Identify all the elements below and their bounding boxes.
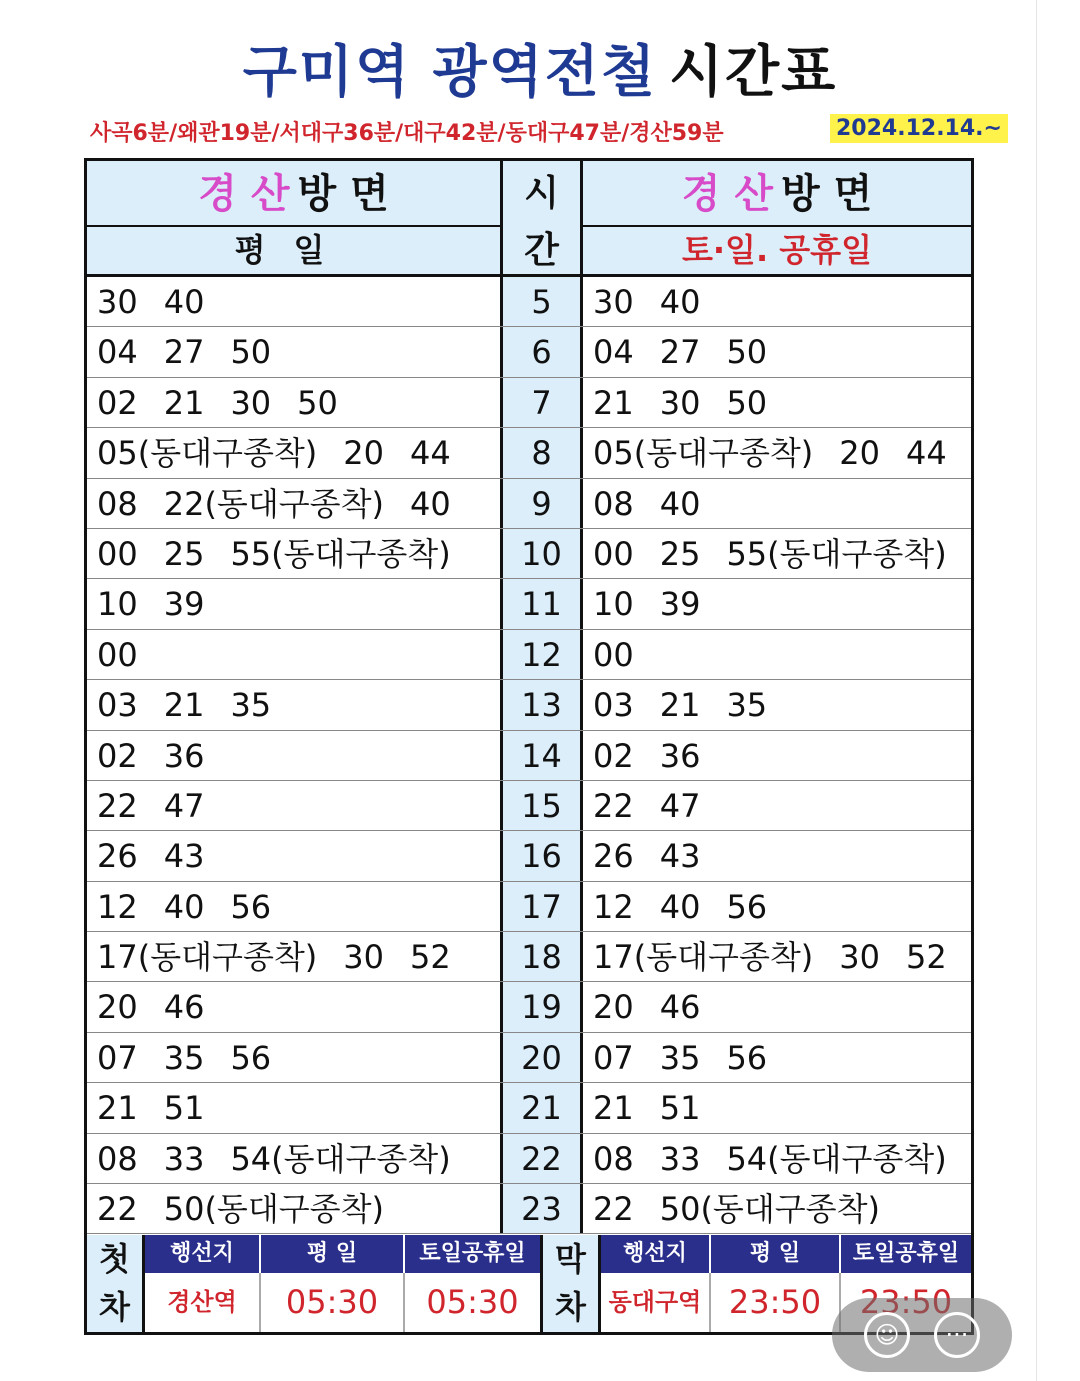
departure-minute: 43 [163,837,205,876]
departure-minute: 05(동대구종착) [593,434,814,473]
departure-minute: 20 [839,434,880,473]
departure-minute: 00 [593,635,634,674]
title-station: 구미역 광역전철 [242,40,657,105]
title-timetable: 시간표 [668,40,838,105]
weekday-times [87,1184,503,1233]
hour-cell: 15 [503,781,583,830]
departure-minute: 04 [593,333,634,372]
weekday-times [87,1134,503,1183]
weekday-times [87,378,503,427]
hour-label-bottom: 간 [524,230,559,271]
departure-minute: 00 [97,635,138,674]
weekend-times [583,932,981,981]
weekend-label: 토·일. 공휴일 [681,231,872,269]
table-row [87,882,971,932]
first-header-weekend: 토일공휴일 [405,1235,543,1273]
departure-minute: 21 [593,383,634,422]
hour-cell: 6 [503,327,583,376]
departure-minute: 33 [659,1139,701,1178]
first-header-dest: 행선지 [145,1235,261,1273]
departure-minute: 56 [230,887,272,926]
departure-minute: 21 [163,383,205,422]
departure-minute: 27 [659,333,701,372]
table-row [87,831,971,881]
departure-minute: 50(동대구종착) [163,1190,384,1229]
table-row [87,428,971,478]
first-header-weekday: 평 일 [261,1235,405,1273]
departure-minute: 21 [163,686,205,725]
departure-minute: 08 [97,484,138,523]
departure-minute: 39 [163,585,205,624]
travel-times: 사곡6분/왜관19분/서대구36분/대구42분/동대구47분/경산59분 [90,121,724,146]
departure-minute: 00 [593,534,634,573]
departure-minute: 55(동대구종착) [726,534,947,573]
table-row [87,479,971,529]
last-header-weekend: 토일공휴일 [841,1235,971,1273]
departure-minute: 40 [659,887,701,926]
departure-minute: 10 [593,585,634,624]
table-row [87,630,971,680]
departure-minute: 35 [726,686,768,725]
weekday-times [87,731,503,780]
hour-cell: 23 [503,1184,583,1233]
weekday-times [87,327,503,376]
weekend-times [583,378,981,427]
table-row [87,731,971,781]
weekend-times [583,831,981,880]
departure-minute: 36 [163,736,205,775]
weekend-times [583,1134,981,1183]
departure-minute: 50(동대구종착) [659,1190,880,1229]
hour-cell: 20 [503,1033,583,1082]
smile-icon[interactable]: ☺ [864,1312,910,1358]
table-row [87,680,971,730]
hour-cell: 8 [503,428,583,477]
departure-minute: 30 [659,383,701,422]
last-dest: 동대구역 [601,1273,711,1332]
departure-minute: 22 [593,786,634,825]
departure-minute: 56 [230,1038,272,1077]
table-row [87,529,971,579]
departure-minute: 54(동대구종착) [230,1139,451,1178]
weekend-times [583,579,981,628]
hour-cell: 9 [503,479,583,528]
weekday-times [87,982,503,1031]
weekday-times [87,781,503,830]
first-train-table [145,1235,543,1332]
departure-minute: 12 [593,887,634,926]
table-row [87,1184,971,1234]
departure-minute: 40 [659,484,701,523]
departure-minute: 07 [97,1038,138,1077]
table-row [87,1033,971,1083]
departure-minute: 20 [343,434,384,473]
last-header-weekday: 평 일 [711,1235,841,1273]
table-row [87,1083,971,1133]
weekday-times [87,579,503,628]
departure-minute: 27 [163,333,205,372]
table-row [87,327,971,377]
table-row [87,1134,971,1184]
first-label-bottom: 차 [99,1288,130,1326]
departure-minute: 43 [659,837,701,876]
departure-minute: 22 [97,1190,138,1229]
weekend-times [583,882,981,931]
weekday-times [87,277,503,326]
weekday-label: 평일 [234,231,353,269]
hour-cell: 10 [503,529,583,578]
weekday-times [87,479,503,528]
departure-minute: 25 [659,534,701,573]
hour-cell: 7 [503,378,583,427]
departure-minute: 04 [97,333,138,372]
weekend-times [583,529,981,578]
departure-minute: 33 [163,1139,205,1178]
timetable-rows [87,277,971,1234]
table-row [87,932,971,982]
direction-word-right: 방 면 [781,171,873,217]
first-label-top: 첫 [99,1240,130,1278]
hour-cell: 19 [503,982,583,1031]
hour-cell: 16 [503,831,583,880]
departure-minute: 56 [726,1038,768,1077]
hour-cell: 17 [503,882,583,931]
departure-minute: 36 [659,736,701,775]
weekend-times [583,277,981,326]
departure-minute: 20 [593,988,634,1027]
departure-minute: 50 [726,383,768,422]
departure-minute: 44 [409,434,451,473]
departure-minute: 30 [97,283,138,321]
chat-icon[interactable]: ··· [934,1312,980,1358]
hour-label-top: 시 [524,173,559,214]
departure-minute: 40 [163,283,205,321]
departure-minute: 40 [659,283,701,321]
weekend-times [583,781,981,830]
departure-minute: 56 [726,887,768,926]
departure-minute: 26 [97,837,138,876]
departure-minute: 21 [659,686,701,725]
first-weekday-time: 05:30 [261,1273,405,1332]
effective-date: 2024.12.14.~ [830,114,1008,143]
weekend-times [583,982,981,1031]
weekend-times [583,731,981,780]
departure-minute: 46 [659,988,701,1027]
departure-minute: 52 [409,938,451,977]
weekend-times [583,428,981,477]
weekday-times [87,630,503,679]
last-label-bottom: 차 [555,1288,586,1326]
departure-minute: 40 [409,484,451,523]
departure-minute: 47 [163,786,205,825]
departure-minute: 30 [839,938,880,977]
departure-minute: 40 [163,887,205,926]
hour-cell: 5 [503,277,583,326]
departure-minute: 35 [230,686,272,725]
timetable-header [87,161,971,277]
last-header-dest: 행선지 [601,1235,711,1273]
departure-minute: 25 [163,534,205,573]
departure-minute: 22 [97,786,138,825]
last-train-label [543,1235,601,1332]
departure-minute: 21 [593,1089,634,1128]
weekday-times [87,428,503,477]
departure-minute: 00 [97,534,138,573]
departure-minute: 08 [97,1139,138,1178]
departure-minute: 55(동대구종착) [230,534,451,573]
weekday-times [87,932,503,981]
table-row [87,781,971,831]
departure-minute: 02 [97,736,138,775]
weekend-times [583,1033,981,1082]
hour-cell: 11 [503,579,583,628]
first-weekend-time: 05:30 [405,1273,543,1332]
departure-minute: 08 [593,484,634,523]
hour-cell: 21 [503,1083,583,1132]
floating-action-bar [832,1298,1012,1372]
hour-cell: 13 [503,680,583,729]
header-weekend-column [583,161,971,274]
hour-cell: 14 [503,731,583,780]
departure-minute: 51 [163,1089,205,1128]
hour-cell: 22 [503,1134,583,1183]
hour-cell: 18 [503,932,583,981]
direction-word-left: 방 면 [297,171,389,217]
direction-label-right [583,161,971,227]
departure-minute: 35 [659,1038,701,1077]
page-edge-line [1036,0,1037,1381]
departure-minute: 22(동대구종착) [163,484,384,523]
departure-minute: 17(동대구종착) [97,938,318,977]
departure-minute: 21 [97,1089,138,1128]
weekday-times [87,1083,503,1132]
departure-minute: 50 [297,383,338,422]
direction-dest-left: 경 산 [198,171,290,217]
departure-minute: 17(동대구종착) [593,938,814,977]
weekend-times [583,1184,981,1233]
weekday-times [87,1033,503,1082]
weekend-times [583,479,981,528]
departure-minute: 39 [659,585,701,624]
weekday-times [87,529,503,578]
weekend-times [583,327,981,376]
departure-minute: 50 [230,333,272,372]
departure-minute: 12 [97,887,138,926]
hour-cell: 12 [503,630,583,679]
weekend-times [583,630,981,679]
weekday-times [87,680,503,729]
departure-minute: 35 [163,1038,205,1077]
departure-minute: 05(동대구종착) [97,434,318,473]
direction-label-left [87,161,500,227]
direction-dest-right: 경 산 [681,171,773,217]
departure-minute: 10 [97,585,138,624]
departure-minute: 30 [593,283,634,321]
departure-minute: 03 [97,686,138,725]
weekend-times [583,1083,981,1132]
first-train-label [87,1235,145,1332]
first-dest: 경산역 [145,1273,261,1332]
header-weekday-column [87,161,503,274]
table-row [87,378,971,428]
departure-minute: 50 [726,333,768,372]
last-label-top: 막 [555,1240,586,1278]
table-row [87,277,971,327]
departure-minute: 30 [230,383,272,422]
departure-minute: 46 [163,988,205,1027]
departure-minute: 22 [593,1190,634,1229]
departure-minute: 03 [593,686,634,725]
departure-minute: 54(동대구종착) [726,1139,947,1178]
weekday-times [87,831,503,880]
weekday-times [87,882,503,931]
header-hour-column [503,161,583,274]
page-title [0,28,1080,108]
table-row [87,579,971,629]
departure-minute: 52 [905,938,947,977]
last-weekday-time: 23:50 [711,1273,841,1332]
departure-minute: 51 [659,1089,701,1128]
departure-minute: 44 [905,434,947,473]
departure-minute: 07 [593,1038,634,1077]
table-row [87,982,971,1032]
departure-minute: 02 [593,736,634,775]
departure-minute: 02 [97,383,138,422]
departure-minute: 08 [593,1139,634,1178]
departure-minute: 30 [343,938,384,977]
departure-minute: 26 [593,837,634,876]
timetable [84,158,974,1335]
departure-minute: 20 [97,988,138,1027]
departure-minute: 47 [659,786,701,825]
weekend-times [583,680,981,729]
